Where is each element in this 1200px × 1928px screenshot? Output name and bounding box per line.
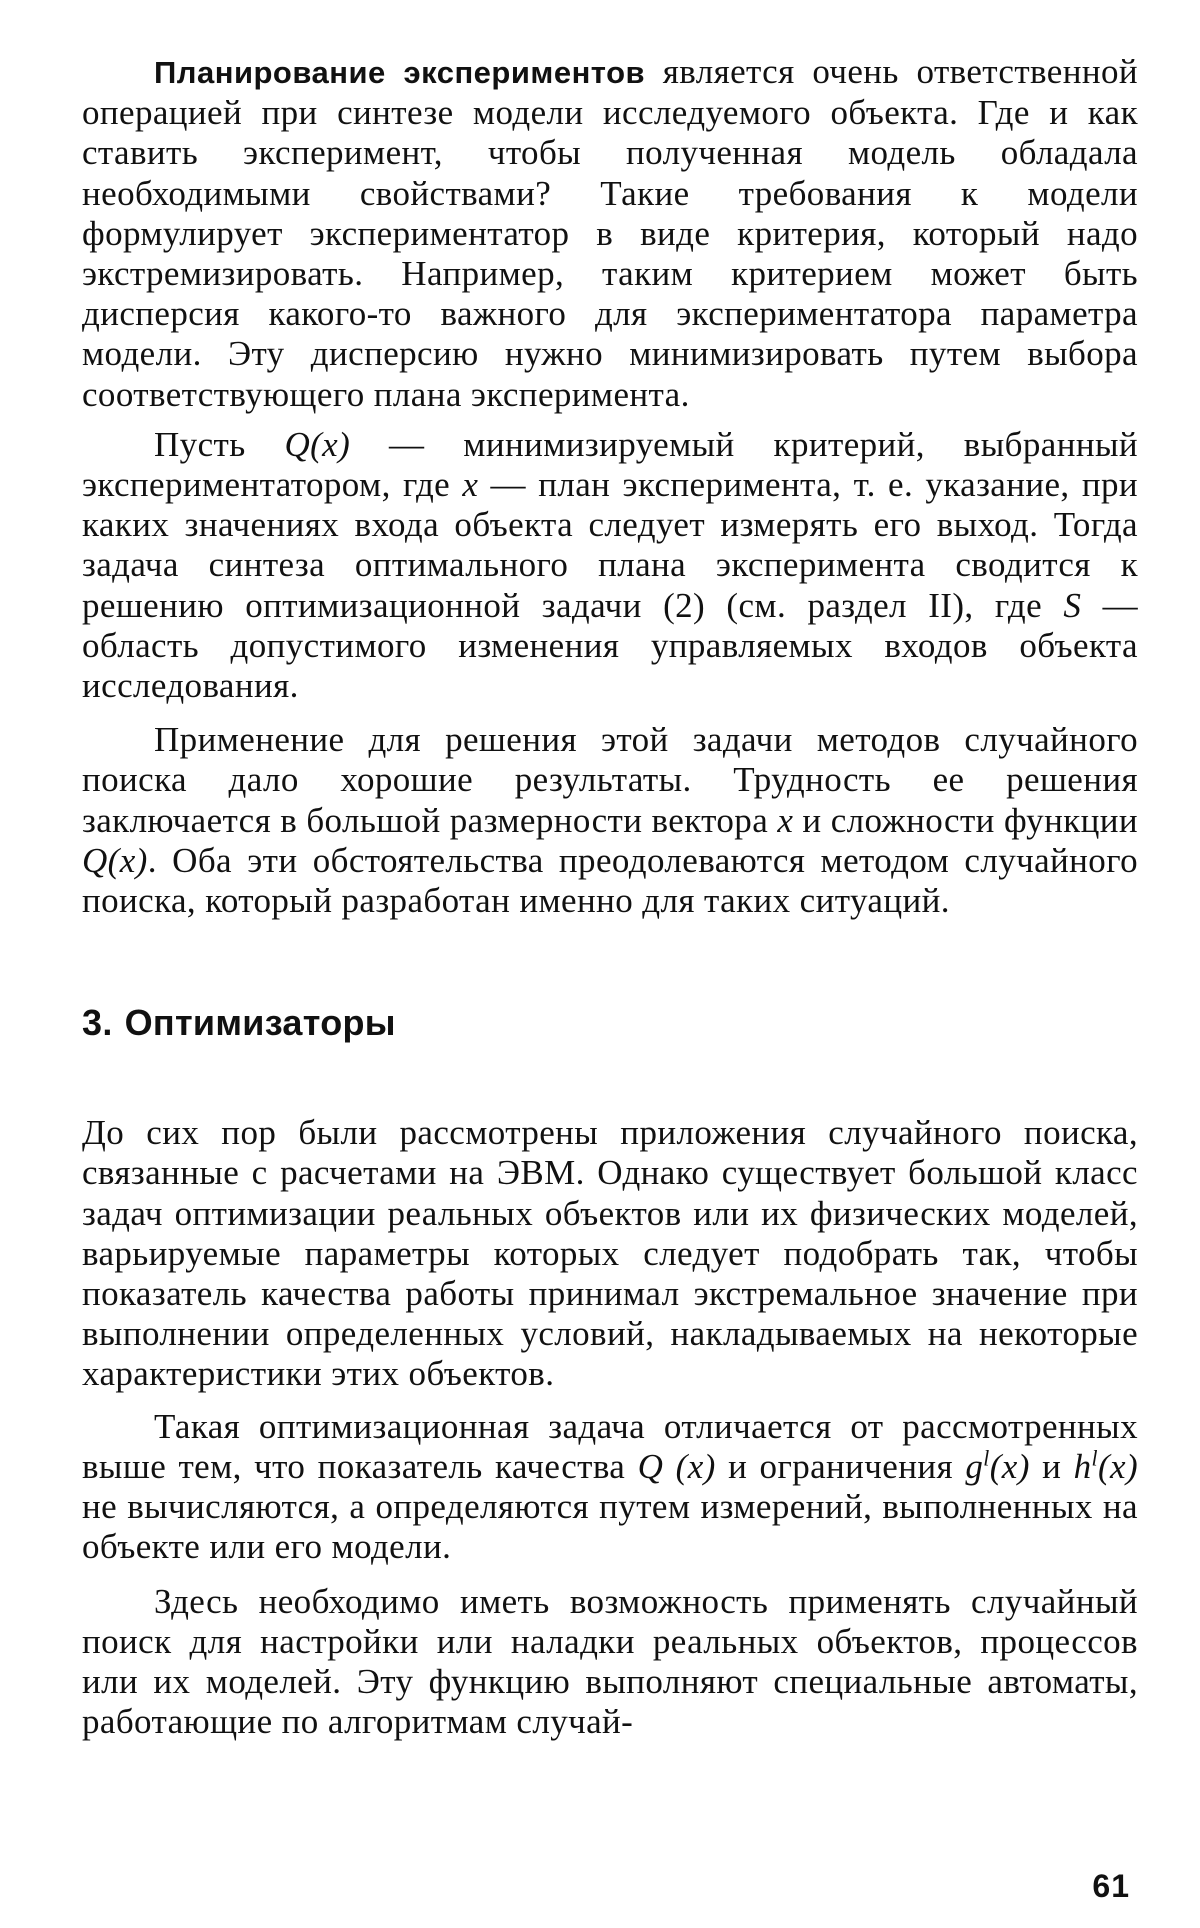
paragraph-text: является очень ответственной операцией при синтезе модели исследуемого объекта. Где и как ставить эксперимент, чтобы полученная модель обладала необходимыми свойствами? Такие требования к модели формулирует экспериментатор в виде критерия, который надо экстремизировать. Например, таким критерием может быть дисперсия какого-то важного для экспериментатора параметра модели. Эту дисперсию нужно минимизировать путем выбора соответствующего плана эксперимента. [82,52,1138,414]
paragraph-text: . Оба эти обстоятельства преодолеваются методом случайного поиска, который разработан именно для таких ситуаций. [82,840,1138,921]
math-h-superscript: l [1091,1446,1098,1471]
paragraph-text: и [1029,1446,1074,1486]
math-x: x [462,465,479,505]
bold-lead-term: Планирование экспериментов [154,55,646,90]
page-number: 61 [1092,1868,1130,1904]
math-qx: Q(x) [82,840,148,880]
book-page [82,52,1138,1742]
math-hx: (x) [1097,1446,1139,1486]
paragraph-criterion-definition [82,425,1138,706]
paragraph-text: и ограничения [715,1446,966,1486]
section-title: Оптимизаторы [124,1002,396,1044]
math-qx: Q(x) [284,424,351,464]
paragraph-text: — план эксперимента, т. е. указание, при каких значениях входа объекта следует измерять его выход. Тогда задача синтеза оптимального плана эксперимента сводится к решению оптимизационной задачи (2) (см. раздел II), где [82,465,1138,625]
paragraph-optimizer-automata: Здесь необходимо иметь возможность применять случайный поиск для настройки или наладки реальных объектов, процессов или их моделей. Эту функцию выполняют специальные автоматы, работающие по алгоритмам случай- [82,1581,1138,1742]
paragraph-real-objects: До сих пор были рассмотрены приложения случайного поиска, связанные с расчетами на ЭВМ. Однако существует большой класс задач оптимизации реальных объектов или их физических моделей, варьируемые параметры которых следует подобрать так, чтобы показатель качества работы принимал экстремальное значение при выполнении определенных условий, накладываемых на некоторые характеристики этих объектов. [82,1113,1138,1394]
paragraph-text: и сложности функции [793,800,1139,840]
math-gx: (x) [989,1446,1030,1486]
paragraph-experiment-planning [82,52,1138,415]
paragraph-text: Применение для решения этой задачи методов случайного поиска дало хорошие результаты. Трудность ее решения заключается в большой размерности вектора [82,720,1138,840]
paragraph-measured-quality [82,1407,1138,1568]
paragraph-text: не вычисляются, а определяются путем измерений, выполненных на объекте или его модели. [82,1487,1138,1567]
math-g-superscript: l [983,1446,990,1471]
paragraph-text: — область допустимого изменения управляемых входов объекта исследования. [82,585,1138,706]
section-heading [82,1003,1138,1043]
paragraph-text: Такая оптимизационная задача отличается от рассмотренных выше тем, что показатель качества [82,1406,1138,1486]
math-g: g [965,1446,984,1486]
math-s: S [1063,585,1082,625]
math-qx: Q (x) [637,1446,716,1486]
math-h: h [1073,1446,1092,1486]
paragraph-random-search-application [82,720,1138,921]
paragraph-text: — минимизируемый критерий, выбранный экспериментатором, где [82,424,1138,505]
paragraph-text: Пусть [154,424,285,464]
section-number: 3. [82,1002,113,1044]
math-x-vector: x [777,800,794,840]
